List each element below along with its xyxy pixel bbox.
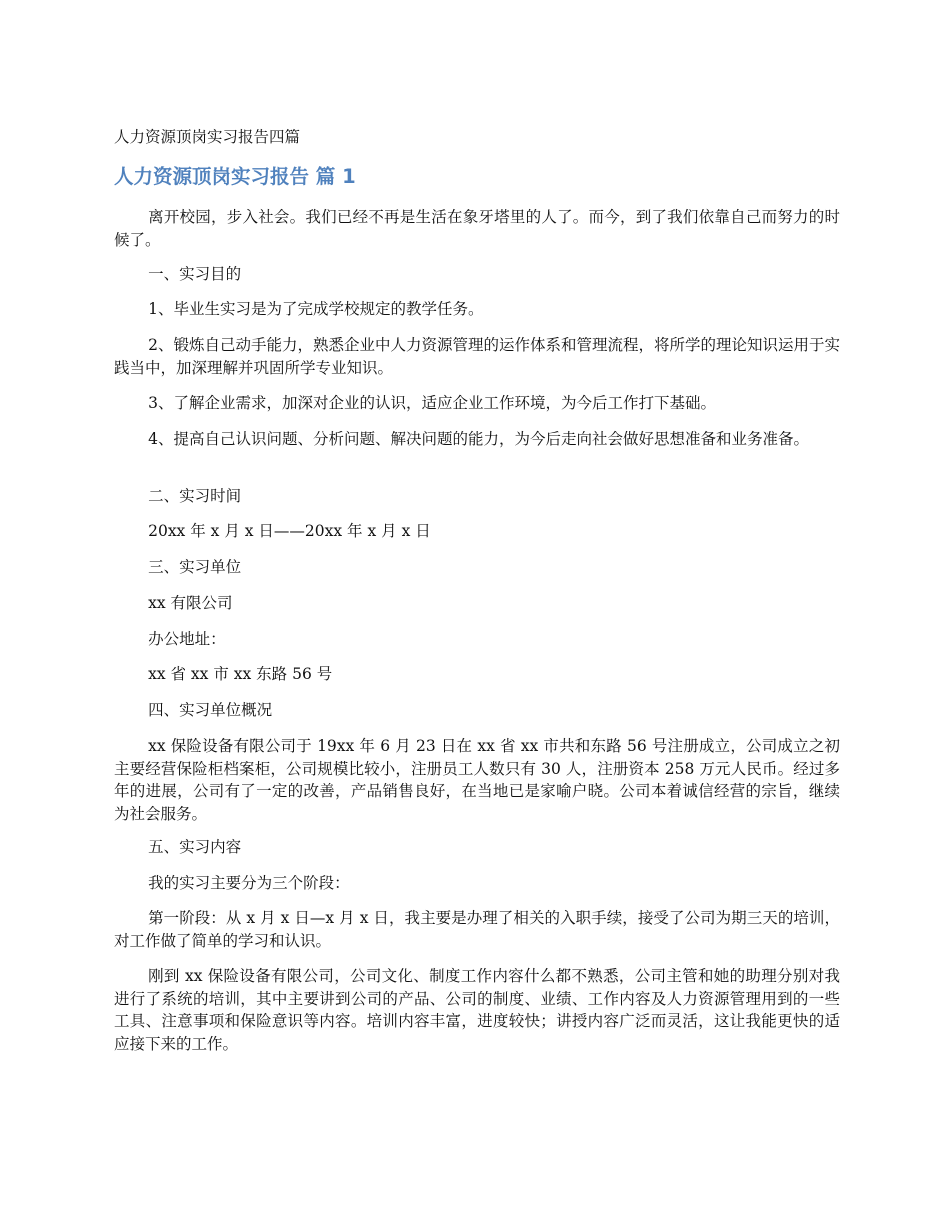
paragraph-intro: 离开校园，步入社会。我们已经不再是生活在象牙塔里的人了。而今，到了我们依靠自己而努力的时候了。 [114, 208, 840, 249]
list-item-purpose-1: 1、毕业生实习是为了完成学校规定的教学任务。 [148, 300, 484, 318]
list-item-purpose-2: 2、锻炼自己动手能力，熟悉企业中人力资源管理的运作体系和管理流程，将所学的理论知识运用于实践当中，加深理解并巩固所学专业知识。 [114, 336, 840, 377]
company-address: xx 省 xx 市 xx 东路 56 号 [148, 665, 333, 683]
heading-purpose: 一、实习目的 [148, 265, 242, 283]
heading-content: 五、实习内容 [148, 838, 242, 856]
paragraph-stages: 我的实习主要分为三个阶段： [148, 874, 350, 892]
list-item-purpose-3: 3、了解企业需求，加深对企业的认识，适应企业工作环境，为今后工作打下基础。 [148, 394, 716, 412]
heading-unit: 三、实习单位 [148, 558, 242, 576]
section-heading: 人力资源顶岗实习报告 篇 1 [114, 165, 356, 188]
address-label: 办公地址： [148, 630, 226, 648]
company-name: xx 有限公司 [148, 594, 233, 612]
heading-time: 二、实习时间 [148, 487, 242, 505]
list-item-purpose-4: 4、提高自己认识问题、分析问题、解决问题的能力，为今后走向社会做好思想准备和业务准备。 [148, 430, 809, 448]
document-title: 人力资源顶岗实习报告四篇 [114, 128, 301, 146]
paragraph-overview: xx 保险设备有限公司于 19xx 年 6 月 23 日在 xx 省 xx 市共和东路 56 号注册成立，公司成立之初主要经营保险柜档案柜，公司规模比较小，注册员工人数只有 30 人，注册资本 258 万元人民币。经过多年的进展，公司有了一定的改善，产品销售良好，在当地已是家喻户晓。公司本着诚信经营的宗旨，继续为社会服务。 [114, 737, 840, 823]
paragraph-stage-1: 第一阶段：从 x 月 x 日—x 月 x 日，我主要是办理了相关的入职手续，接受了公司为期三天的培训，对工作做了简单的学习和认识。 [114, 909, 840, 950]
paragraph-training: 刚到 xx 保险设备有限公司，公司文化、制度工作内容什么都不熟悉，公司主管和她的助理分别对我进行了系统的培训，其中主要讲到公司的产品、公司的制度、业绩、工作内容及人力资源管理用到的一些工具、注意事项和保险意识等内容。培训内容丰富，进度较快；讲授内容广泛而灵活，这让我能更快的适应接下来的工作。 [114, 967, 840, 1053]
heading-overview: 四、实习单位概况 [148, 701, 273, 719]
internship-period: 20xx 年 x 月 x 日——20xx 年 x 月 x 日 [148, 522, 431, 540]
